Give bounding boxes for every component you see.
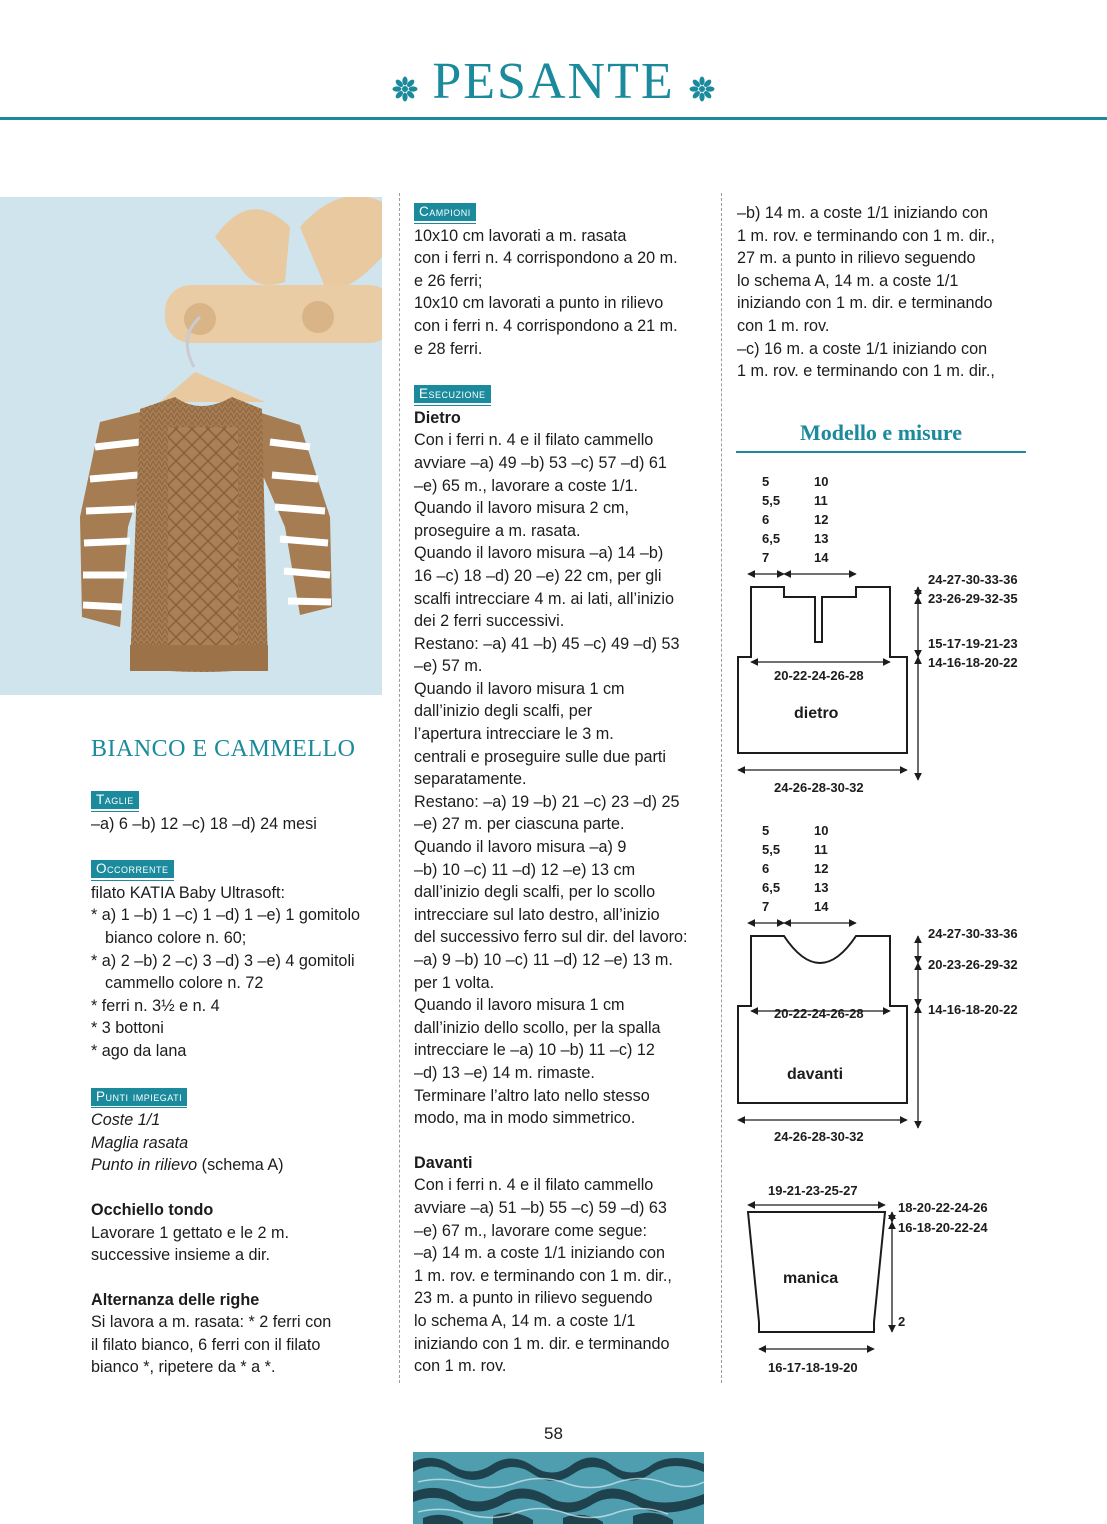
- alternanza-line: il filato bianco, 6 ferri con il filato: [91, 1335, 321, 1354]
- text-line: modo, ma in modo simmetrico.: [414, 1109, 636, 1128]
- knit-texture-image: [413, 1452, 704, 1524]
- height-label: 24-27-30-33-36: [928, 926, 1018, 941]
- width-label: 20-22-24-26-28: [774, 1006, 864, 1021]
- sweater-photo: [0, 197, 382, 695]
- text-line: scalfi intrecciare 4 m. ai lati, all’inizio: [414, 589, 674, 608]
- measurements-diagram: [722, 460, 1052, 1390]
- text-line: avviare –a) 51 –b) 55 –c) 59 –d) 63: [414, 1198, 667, 1217]
- neck-size-label: 7: [762, 550, 770, 565]
- text-line: proseguire a m. rasata.: [414, 521, 581, 540]
- dietro-title: Dietro: [414, 408, 461, 427]
- page-title: PESANTE: [432, 53, 675, 110]
- text-line: Con i ferri n. 4 e il filato cammello: [414, 431, 654, 450]
- text-line: Restano: –a) 19 –b) 21 –c) 23 –d) 25: [414, 792, 680, 811]
- neck-size-label: 5: [762, 823, 770, 838]
- dietro-text: [414, 429, 714, 1129]
- text-line: 16 –c) 18 –d) 20 –e) 22 cm, per gli: [414, 566, 662, 585]
- shoulder-size-label: 11: [814, 493, 828, 508]
- shoulder-size-label: 14: [814, 550, 829, 565]
- text-line: con i ferri n. 4 corrispondono a 21 m.: [414, 316, 678, 335]
- text-line: –e) 57 m.: [414, 657, 483, 676]
- alternanza-title: Alternanza delle righe: [91, 1290, 260, 1309]
- occorrente-line: * ferri n. 3½ e n. 4: [91, 996, 220, 1015]
- davanti-title: Davanti: [414, 1153, 473, 1172]
- text-line: Restano: –a) 41 –b) 45 –c) 49 –d) 53: [414, 634, 680, 653]
- column-2: [414, 200, 714, 1378]
- text-line: Quando il lavoro misura 1 cm: [414, 679, 625, 698]
- diagram-rule: [736, 451, 1026, 453]
- text-line: dall’inizio degli scalfi, per lo scollo: [414, 883, 656, 902]
- piece-name: davanti: [787, 1066, 844, 1083]
- text-line: lo schema A, 14 m. a coste 1/1: [414, 1311, 636, 1330]
- text-line: –e) 27 m. per ciascuna parte.: [414, 815, 625, 834]
- height-label: 24-27-30-33-36: [928, 572, 1018, 587]
- text-line: dall’inizio degli scalfi, per: [414, 702, 593, 721]
- punti-heading: Punti impiegati: [91, 1085, 187, 1109]
- occhiello-title: Occhiello tondo: [91, 1200, 214, 1219]
- text-line: –e) 65 m., lavorare a coste 1/1.: [414, 476, 639, 495]
- manica-schematic: [748, 1183, 988, 1375]
- column-3: [737, 202, 1037, 383]
- text-line: 10x10 cm lavorati a punto in rilievo: [414, 294, 664, 313]
- project-title: BIANCO E CAMMELLO: [91, 736, 356, 762]
- text-line: lo schema A, 14 m. a coste 1/1: [737, 271, 959, 290]
- page-title-row: [0, 52, 1107, 116]
- neck-size-label: 6,5: [762, 531, 781, 546]
- neck-size-label: 5: [762, 474, 770, 489]
- width-label: 24-26-28-30-32: [774, 780, 864, 795]
- occorrente-line: * ago da lana: [91, 1041, 187, 1060]
- text-line: con i ferri n. 4 corrispondono a 20 m.: [414, 249, 678, 268]
- column-1: [91, 788, 381, 1379]
- neck-size-label: 6: [762, 512, 770, 527]
- text-line: e 26 ferri;: [414, 271, 483, 290]
- dietro-schematic: [738, 474, 1018, 795]
- text-line: 27 m. a punto in rilievo seguendo: [737, 249, 976, 268]
- page-header: [0, 0, 1107, 125]
- text-line: dei 2 ferri successivi.: [414, 612, 565, 631]
- neck-size-label: 5,5: [762, 842, 781, 857]
- shoulder-size-label: 14: [814, 899, 829, 914]
- shoulder-size-label: 12: [814, 512, 829, 527]
- occorrente-line: * 3 bottoni: [91, 1019, 164, 1038]
- text-line: dall’inizio dello scollo, per la spalla: [414, 1018, 661, 1037]
- text-line: 10x10 cm lavorati a m. rasata: [414, 226, 627, 245]
- text-line: Quando il lavoro misura 2 cm,: [414, 499, 630, 518]
- shoulder-size-label: 12: [814, 861, 829, 876]
- height-label: 18-20-22-24-26: [898, 1200, 988, 1215]
- text-line: centrali e proseguire sulle due parti: [414, 747, 666, 766]
- text-line: Quando il lavoro misura 1 cm: [414, 996, 625, 1015]
- occorrente-heading: Occorrente: [91, 857, 174, 881]
- neck-size-label: 6: [762, 861, 770, 876]
- shoulder-size-label: 13: [814, 880, 829, 895]
- width-label: 19-21-23-25-27: [768, 1183, 858, 1198]
- text-line: –b) 10 –c) 11 –d) 12 –e) 13 cm: [414, 860, 636, 879]
- text-line: 1 m. rov. e terminando con 1 m. dir.,: [737, 226, 995, 245]
- text-line: –b) 14 m. a coste 1/1 iniziando con: [737, 204, 989, 222]
- diagram-title: Modello e misure: [799, 420, 963, 445]
- text-line: Quando il lavoro misura –a) 9: [414, 838, 627, 857]
- text-line: con 1 m. rov.: [414, 1357, 507, 1376]
- shoulder-size-label: 11: [814, 842, 828, 857]
- neck-size-label: 7: [762, 899, 770, 914]
- width-label: 20-22-24-26-28: [774, 668, 864, 683]
- text-line: e 28 ferri.: [414, 339, 483, 358]
- occorrente-line: * a) 2 –b) 2 –c) 3 –d) 3 –e) 4 gomitoli: [91, 951, 355, 970]
- punti-line: Punto in rilievo (schema A): [91, 1156, 284, 1175]
- text-line: avviare –a) 49 –b) 53 –c) 57 –d) 61: [414, 453, 667, 472]
- taglie-heading: Taglie: [91, 788, 139, 812]
- text-line: del successivo ferro sul dir. del lavoro:: [414, 928, 688, 947]
- campioni-heading: Campioni: [414, 200, 476, 224]
- piece-name: dietro: [794, 705, 839, 722]
- shoulder-size-label: 10: [814, 823, 829, 838]
- text-line: l’apertura intrecciare le 3 m.: [414, 725, 614, 744]
- esecuzione-heading: Esecuzione: [414, 382, 491, 406]
- text-line: –a) 9 –b) 10 –c) 11 –d) 12 –e) 13 m.: [414, 951, 673, 969]
- height-label: 16-18-20-22-24: [898, 1220, 988, 1235]
- text-line: per 1 volta.: [414, 973, 495, 992]
- height-label: 2: [898, 1314, 906, 1329]
- piece-name: manica: [783, 1270, 839, 1287]
- text-line: 1 m. rov. e terminando con 1 m. dir.,: [414, 1266, 672, 1285]
- height-label: 14-16-18-20-22: [928, 655, 1018, 670]
- text-line: iniziando con 1 m. dir. e terminando: [737, 294, 993, 313]
- width-label: 16-17-18-19-20: [768, 1360, 858, 1375]
- text-line: intrecciare sul lato destro, all’inizio: [414, 905, 660, 924]
- shoulder-size-label: 13: [814, 531, 829, 546]
- occhiello-line: Lavorare 1 gettato e le 2 m.: [91, 1223, 289, 1242]
- text-line: –c) 16 m. a coste 1/1 iniziando con: [737, 339, 988, 358]
- occorrente-line: * a) 1 –b) 1 –c) 1 –d) 1 –e) 1 gomitolo: [91, 906, 361, 925]
- text-line: iniziando con 1 m. dir. e terminando: [414, 1334, 670, 1353]
- text-line: –a) 14 m. a coste 1/1 iniziando con: [414, 1244, 666, 1263]
- text-line: 1 m. rov. e terminando con 1 m. dir.,: [737, 362, 995, 381]
- punti-line: Maglia rasata: [91, 1133, 189, 1152]
- occorrente-line: filato KATIA Baby Ultrasoft:: [91, 883, 286, 902]
- height-label: 15-17-19-21-23: [928, 636, 1018, 651]
- punti-line: Coste 1/1: [91, 1111, 161, 1130]
- shoulder-size-label: 10: [814, 474, 829, 489]
- height-label: 20-23-26-29-32: [928, 957, 1018, 972]
- height-label: 14-16-18-20-22: [928, 1002, 1018, 1017]
- height-label: 23-26-29-32-35: [928, 591, 1018, 606]
- text-line: –e) 67 m., lavorare come segue:: [414, 1221, 648, 1240]
- text-line: con 1 m. rov.: [737, 316, 830, 335]
- text-line: separatamente.: [414, 770, 527, 789]
- davanti-schematic: [738, 823, 1018, 1144]
- davanti-text: [414, 1174, 714, 1377]
- column-divider: [399, 193, 400, 1383]
- campioni-text: [414, 225, 714, 361]
- width-label: 24-26-28-30-32: [774, 1129, 864, 1144]
- occorrente-line: cammello colore n. 72: [105, 974, 264, 993]
- text-line: Con i ferri n. 4 e il filato cammello: [414, 1176, 654, 1195]
- occhiello-line: successive insieme a dir.: [91, 1246, 271, 1265]
- neck-size-label: 6,5: [762, 880, 781, 895]
- neck-size-label: 5,5: [762, 493, 781, 508]
- flower-ornament-icon: [392, 56, 418, 116]
- alternanza-line: Si lavora a m. rasata: * 2 ferri con: [91, 1313, 332, 1332]
- header-rule: [0, 117, 1107, 120]
- flower-ornament-icon: [689, 56, 715, 116]
- text-line: intrecciare le –a) 10 –b) 11 –c) 12: [414, 1041, 655, 1060]
- alternanza-line: bianco *, ripetere da * a *.: [91, 1358, 276, 1377]
- taglie-text: –a) 6 –b) 12 –c) 18 –d) 24 mesi: [91, 814, 317, 833]
- text-line: 23 m. a punto in rilievo seguendo: [414, 1289, 653, 1308]
- text-line: Quando il lavoro misura –a) 14 –b): [414, 544, 664, 563]
- text-line: Terminare l’altro lato nello stesso: [414, 1086, 650, 1105]
- text-line: –d) 13 –e) 14 m. rimaste.: [414, 1063, 595, 1082]
- page-number: 58: [544, 1424, 563, 1443]
- occorrente-line: bianco colore n. 60;: [105, 928, 247, 947]
